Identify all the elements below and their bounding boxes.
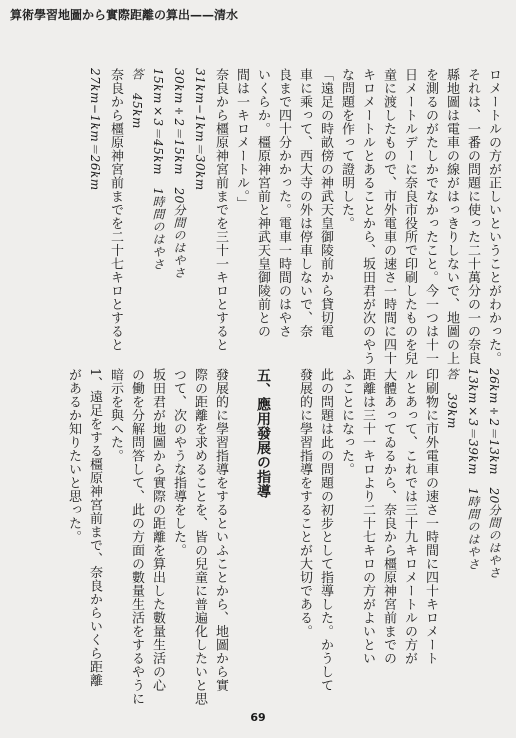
text-line: 27km−1km＝26km [88,68,102,191]
text-line: つて、次のやうな指導をした。 [171,368,186,557]
text-line: 縣地圖は電車の線がはっきりしないで、地圖の上 [444,68,459,365]
running-header: 算術學習地圖から實際距離の算出——清水 [10,8,239,22]
text-line: の働を分解問答して、此の方面の數量生活をするやうに [129,368,144,706]
text-line: があるか知りたいと思った。 [66,368,81,544]
page-number: 69 [250,711,266,724]
text-line: 答 39km [445,368,459,429]
text-line: いくらか。橿原神宮前と神武天皇御陵前との [255,68,270,338]
text-line: 童に渡したもので、市外電車の速さ一時間に四十 [381,68,396,365]
text-line: それは、一番の問題に使った二十萬分の一の奈良 [465,68,480,365]
text-line: を測るのがたしかでなかったこと。今一つは十一 [423,68,438,365]
text-line: ロメートルの方が正しいということがわかった。 [486,68,501,365]
text-line: 答 45km [130,68,144,129]
text-line: 良まで四十分かかった。電車一時間のはやさ [276,68,291,338]
text-line: 奈良から橿原神宮前までを三十一キロとすると [213,68,228,352]
text-line: 1、遠足をする橿原神宮前まで、奈良からいくら距離 [87,368,102,688]
text-line: 奈良から橿原神宮前までを二十七キロとすると [108,68,123,352]
text-line: ルとあって、これでは三十九キロメートルの方が [402,368,417,665]
text-line: 此の問題は此の問題の初步として指導した。かうして [318,368,333,692]
text-line: 發展的に學習指導をするといふことから、地圖から實 [213,368,228,692]
lower-text-block [63,368,504,706]
text-line: 際の距離を求めることを、皆の兒童に普遍化したいと思 [192,368,207,706]
upper-text-block [84,68,504,366]
text-line: キロメートルとあることから、坂田君が次のやう [360,68,375,365]
text-line: 日メートルデーに奈良市役所で印刷したものを兒 [402,68,417,365]
text-line: 31km−1km＝30km [193,68,207,191]
text-line [273,368,294,688]
text-line: 車に乘って、西大寺の外は停車しないで、奈 [297,68,312,338]
text-line: 13km×3＝39km 1時間のはやさ [466,368,480,571]
text-line: ふことになった。 [339,368,354,476]
text-line: 30km÷2＝15km 20分間のはやさ [172,68,186,279]
text-line: 26km÷2＝13km 20分間のはやさ [487,368,501,579]
text-line: 間は一キロメートル。」 [234,68,249,210]
text-line: 印刷物に市外電車の速さ一時間に四十キロメート [423,368,438,665]
text-line: な問題を作って證明した。 [339,68,354,230]
text-line: 距離は三十一キロより二十七キロの方がよいとい [360,368,375,665]
text-line [231,368,252,688]
text-line: 「遠足の時畝傍の神武天皇御陵前から貸切電 [318,68,333,338]
text-line: 五、應用發展の指導 [255,368,271,499]
text-line: 15km×3＝45km 1時間のはやさ [151,68,165,271]
text-line: 發展的に學習指導をすることが大切である。 [297,368,312,638]
text-line: 坂田君が地圖から實際の距離を算出した數量生活の心 [150,368,165,692]
text-line: 暗示を與へた。 [108,368,123,463]
text-line: 大體あってゐるから、奈良から橿原神宮前までの [381,368,396,665]
